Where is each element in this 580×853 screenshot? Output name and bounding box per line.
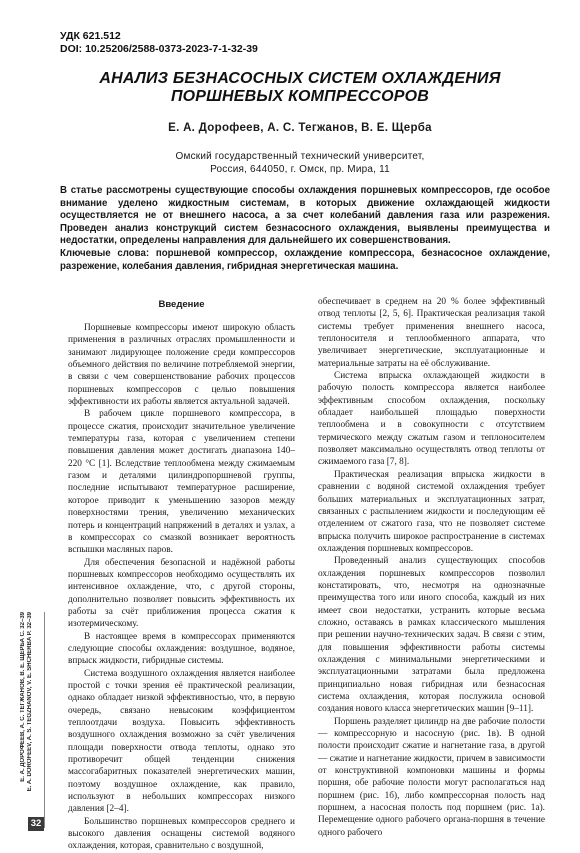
sidebar-divider (44, 612, 45, 828)
paragraph: Система воздушного охлаждения является наиболее простой с точки зрения её практической реализации, однако обладает низкой эффективностью, что, в первую очередь, связано невысоким коэффициентом теплоотдачи воздуха. Повысить эффективность воздушного охлаждения возможно за счёт увеличения площади поверхности отвода теплоты, однако это противоречит общей тенденции снижения массогабаритных показателей энергетических машин, поэтому воздушное охлаждение, как правило, используют в небольших компрессорах низкого давления [2–4]. (68, 668, 295, 815)
paragraph: Поршневые компрессоры имеют широкую область применения в различных отраслях промышленности и занимают лидирующее положение среди компрессоров объемного действия по величине потребляемой энергии, в связи с чем совершенствование рабочих процессов поршневых компрессоров с целью повышения эффективности их работы является актуальной задачей. (68, 323, 295, 408)
affiliation-line-2: Россия, 644050, г. Омск, пр. Мира, 11 (210, 164, 390, 175)
paragraph: Практическая реализация впрыска жидкости в сравнении с водяной системой охлаждения требует больших материальных и эксплуатационных затрат, связанных с распылением жидкости и последующим её отделением от сжатого газа, что не позволяет системе впрыска получить широкое распространение в системах охлаждения поршневых компрессоров. (318, 469, 545, 554)
title-line-2: ПОРШНЕВЫХ КОМПРЕССОРОВ (170, 88, 430, 105)
paragraph: В рабочем цикле поршневого компрессора, в процессе сжатия, происходит значительное увеличение температуры газа, которая с увеличением степени повышения давления может достигать диапазона 140–220 °С [1]. Вследствие теплообмена между сжимаемым газом и деталями цилиндропоршневой группы, последние испытывают температурное расширение, которое приводит к уменьшению зазоров между поверхностями трения, увеличению механических потерь и концентраций напряжений в деталях и узлах, а в компрессорах со смазкой возникает вероятность вспышки масляных паров. (68, 409, 295, 556)
paragraph: Большинство поршневых компрессоров среднего и высокого давления оснащены системой водяного охлаждения, которая, сравнительно с воздушной, (68, 816, 295, 852)
keywords: Ключевые слова: поршневой компрессор, охлаждение компрессора, безнасосное охлаждение, разрежение, колебания давления, гибридная энергетическая машина. (60, 248, 550, 272)
article-title (60, 70, 540, 106)
paragraph: Проведенный анализ существующих способов охлаждения поршневых компрессоров позволил констатировать, что, несмотря на однозначные преимущества того или иного способа, каждый из них имеет свои недостатки, устранить которые весьма сложно, оставаясь в рамках классического мышления при решении научно-технических задач. В связи с этим, для повышения эффективности работы системы охлаждения с минимальными энергетическими и эксплуатационными затратами была предложена принципиально новая гибридная или безнасосная система охлаждения, которая послужила основой создания нового класса энергетических машин [9–11]. (318, 556, 545, 715)
title-line-1: АНАЛИЗ БЕЗНАСОСНЫХ СИСТЕМ ОХЛАЖДЕНИЯ (99, 70, 501, 87)
affiliation-line-1: Омский государственный технический университет, (175, 151, 425, 162)
sidebar-authors-ru: Е. А. ДОРОФЕЕВ, А. С. ТЕГЖАНОВ, В. Е. ЩЕРБА С. 32–39 (20, 612, 26, 782)
section-heading-introduction: Введение (158, 299, 205, 310)
paragraph: В настоящее время в компрессорах применяются следующие способы охлаждения: воздушное, водяное, впрыск жидкости, гибридные системы. (68, 631, 295, 667)
udk-code: УДК 621.512 (60, 30, 121, 42)
doi: DOI: 10.25206/2588-0373-2023-7-1-32-39 (60, 43, 258, 55)
left-column (68, 296, 295, 853)
sidebar-authors-en: E. A. DOROFEEV, A. S. TEGZHANOV, V. E. SHCHERBA P. 32–39 (27, 612, 33, 792)
authors: Е. А. Дорофеев, А. С. Тегжанов, В. Е. Щерба (168, 122, 432, 134)
running-sidebar (20, 612, 34, 812)
page-number: 32 (28, 817, 44, 831)
right-column (318, 296, 545, 839)
abstract: В статье рассмотрены существующие способы охлаждения поршневых компрессоров, где особое внимание уделено жидкостным системам, в которых движение охлаждающей жидкости осуществляется не от внешнего насоса, а за счет колебаний давления газа или разрежения. Проведен анализ конструкций систем безнасосного охлаждения, выявлены преимущества и недостатки, определены направления для дальнейшего их совершенствования. (60, 185, 550, 247)
affiliation (60, 150, 540, 176)
paragraph: Система впрыска охлаждающей жидкости в рабочую полость компрессора является наиболее эффективным способом охлаждения, поскольку обладает наибольшей площадью поверхности теплообмена и в совокупности с отсутствием термического между сжатым газом и теплоносителем позволяет максимально осуществлять отвод теплоты от сжимаемого газа [7, 8]. (318, 371, 545, 468)
paragraph: Поршень разделяет цилиндр на две рабочие полости — компрессорную и насосную (рис. 1в). В одной полости происходит сжатие и нагнетание газа, в другой — сжатие и нагнетание жидкости, причем в зависимости от конструктивной компоновки машины и формы поршня, обе рабочие полости могут располагаться над поршнем (рис. 1б), либо компрессорная полость над поршнем, а насосная полость под поршнем (рис. 1а). Перемещение одного рабочего органа-поршня в течение одного рабочего (318, 716, 545, 838)
paragraph: обеспечивает в среднем на 20 % более эффективный отвод теплоты [2, 5, 6]. Практическая реализация такой системы требует применения внешнего насоса, теплоносителя и теплообменного аппарата, что увеличивает энергетические, эксплуатационные и материальные затраты на её обслуживание. (318, 297, 545, 369)
paragraph: Для обеспечения безопасной и надёжной работы поршневых компрессоров необходимо осуществлять их интенсивное охлаждение, что, с другой стороны, дополнительно позволяет повысить эффективность их работы за счёт приближения процесса сжатия к изотермическому. (68, 557, 295, 630)
udk-doi-block (60, 30, 258, 56)
